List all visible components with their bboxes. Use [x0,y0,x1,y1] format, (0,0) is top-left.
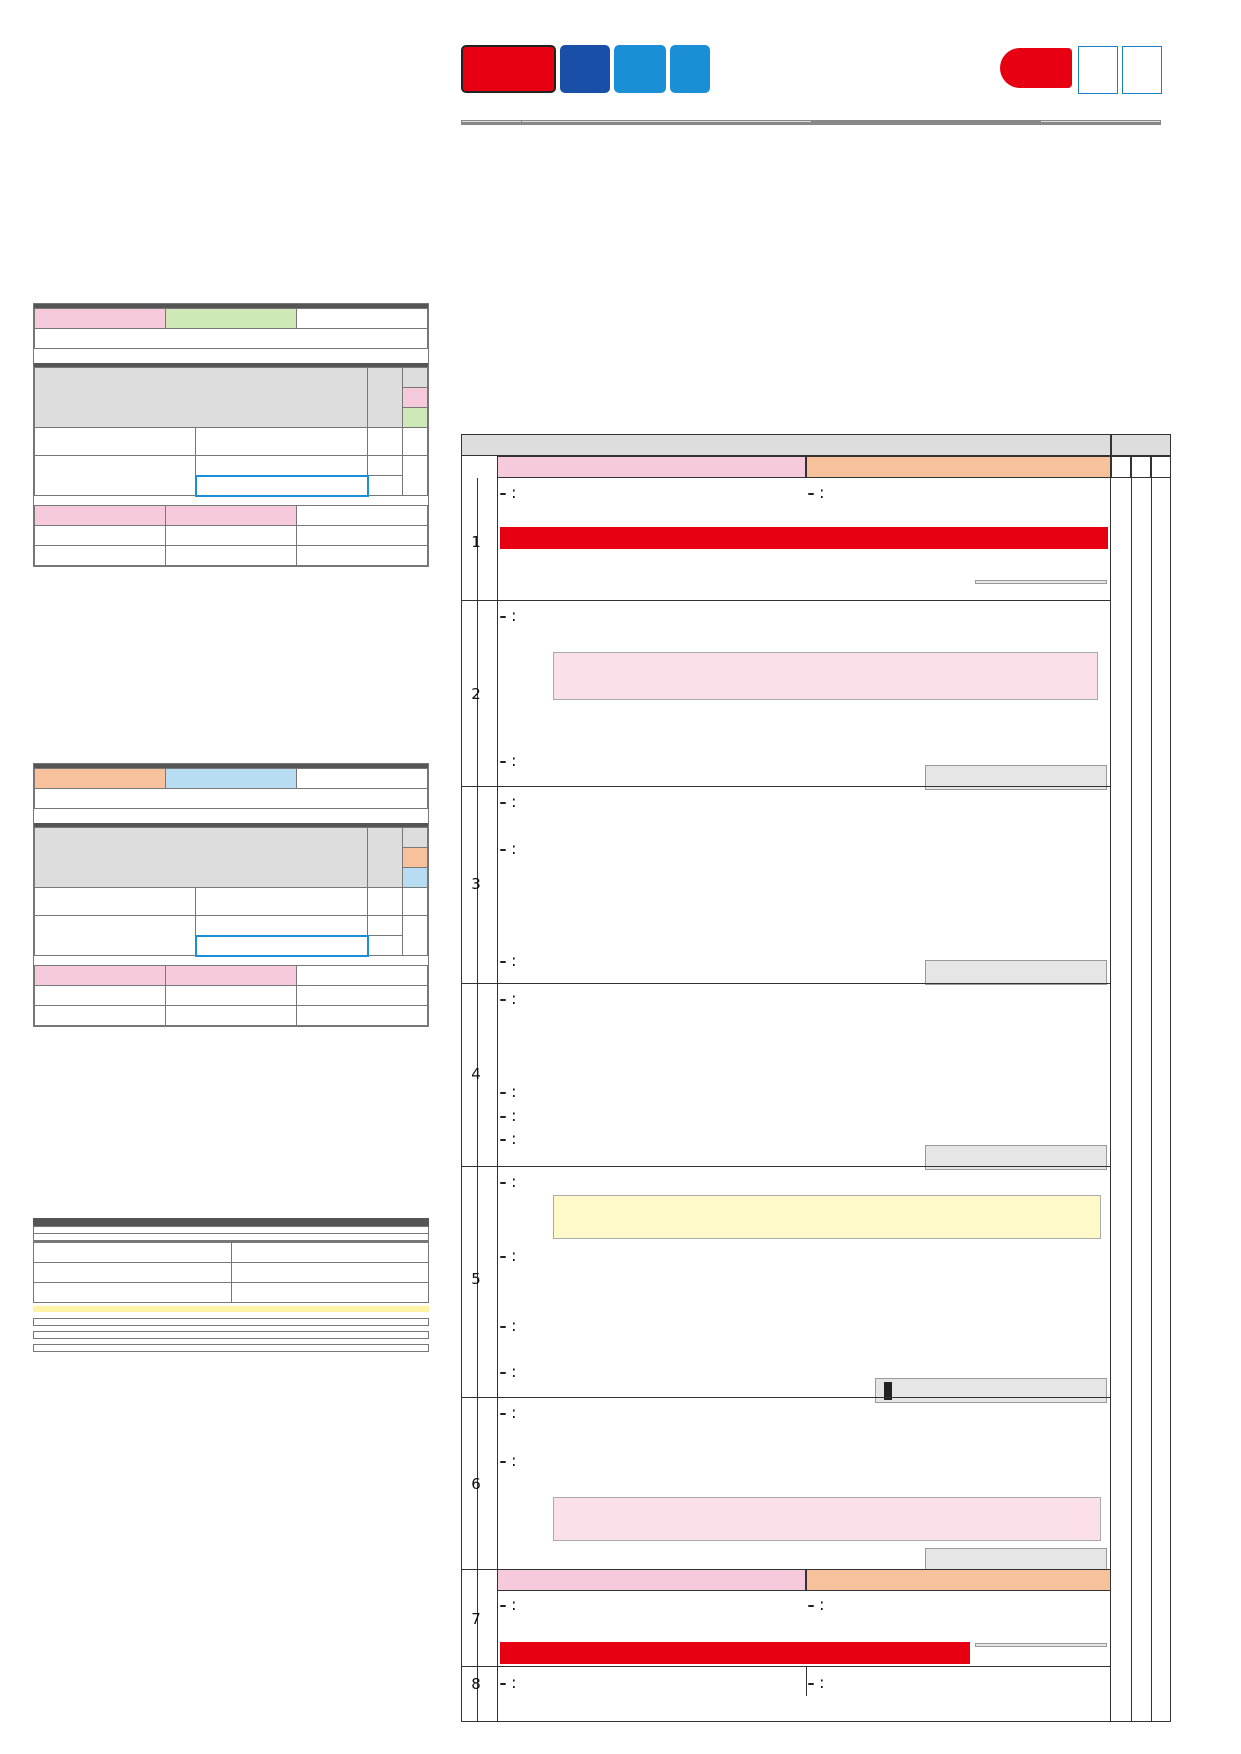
long-seller-badge [614,45,666,93]
meal-head [1111,456,1171,478]
seat-bar-7 [500,1642,970,1664]
upper-economy-badge [1122,46,1162,94]
seat-bar-1 [500,527,1108,549]
support-badge [670,45,710,93]
arrange-badge [1000,48,1072,88]
c-class-badge [1078,46,1118,94]
hayatoku-badge [461,45,556,93]
schedule-header [461,434,1111,456]
departure-table [461,120,1161,125]
common-block [33,1218,429,1352]
course1-block [33,303,429,567]
course2-block [33,763,429,1027]
yuttari-badge [560,45,610,93]
meal-columns [1111,434,1171,1722]
